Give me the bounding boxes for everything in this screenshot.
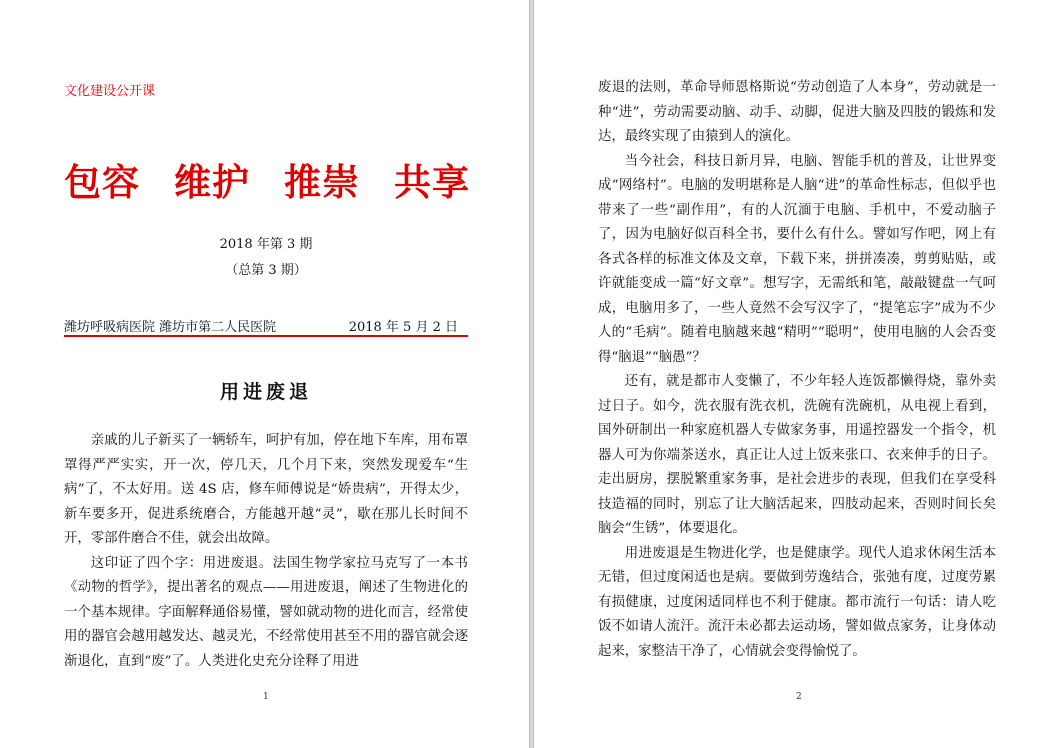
issue-total: （总第 3 期） [225, 263, 307, 278]
headline-word: 共享 [394, 160, 470, 204]
paragraph: 还有，就是都市人变懒了，不少年轻人连饭都懒得烧，靠外卖过日子。如今，洗衣服有洗衣机，洗碗有洗碗机，从电视上看到，国外研制出一种家庭机器人专做家务事，用遥控器发一个指令，机器人可为你端茶送水，真正让人过上饭来张口、衣来伸手的日子。走出厨房，摆脱繁重家务事，是社会进步的表现，但我们在享受科技造福的同时，别忘了让大脑活起来，四肢动起来，否则时间长矣脑会“生锈”，体要退化。 [598, 374, 996, 536]
page-number: 1 [263, 692, 269, 702]
paragraph: 当今社会，科技日新月异，电脑、智能手机的普及，让世界变成“网络村”。电脑的发明堪称是人脑“进”的革命性标志，但似乎也带来了一些“副作用”，有的人沉湎于电脑、手机中，不爱动脑子了，因为电脑好似百科全书，要什么有什么。譬如写作吧，网上有各式各样的标准文体及文章，下载下来，拼拼凑凑，剪剪贴贴，或许就能变成一篇“好文章”。想写字，无需纸和笔，敲敲键盘一气呵成，电脑用多了，一些人竟然不会写汉字了，“提笔忘字”成为不少人的“毛病”。随着电脑越来越“精明”“聪明”，使用电脑的人会否变得“脑退”“脑愚”？ [598, 153, 996, 365]
paragraph-continuation: 废退的法则，革命导师恩格斯说“劳动创造了人本身”，劳动就是一种“进”，劳动需要动脑、动手、动脚，促进大脑及四肢的锻炼和发达，最终实现了由猿到人的演化。 [598, 80, 996, 144]
headline-word: 维护 [174, 160, 250, 204]
issue-number: 2018 年第 3 期 [219, 237, 313, 252]
page-number: 2 [796, 692, 802, 702]
headline [64, 152, 484, 206]
article-title: 用进废退 [219, 381, 312, 403]
paragraph: 亲戚的儿子新买了一辆轿车，呵护有加，停在地下车库，用布罩罩得严严实实，开一次，停几天，几个月下来，突然发现爱车“生病”了，不太好用。送 4S 店，修车师傅说是“娇贵病”，开得太少，新车要多开，促进系统磨合，方能越开越“灵”，歇在那儿长时间不开，零部件磨合不佳，就会出故障。 [64, 433, 468, 546]
document-page-1 [0, 0, 530, 748]
publisher-line [64, 316, 468, 335]
publisher-orgs: 潍坊呼吸病医院 潍坊市第二人民医院 [64, 320, 277, 335]
publish-date: 2018 年 5 月 2 日 [348, 320, 458, 335]
document-page-2 [533, 0, 1061, 748]
series-label: 文化建设公开课 [64, 84, 156, 99]
red-divider [64, 335, 468, 337]
headline-word: 推崇 [284, 160, 360, 204]
article-body-page-1 [64, 429, 468, 674]
article-body-page-2 [598, 76, 996, 664]
headline-word: 包容 [64, 160, 140, 204]
paragraph: 用进废退是生物进化学，也是健康学。现代人追求休闲生活本无错，但过度闲适也是病。要做到劳逸结合，张弛有度，过度劳累有损健康，过度闲适同样也不利于健康。都市流行一句话：请人吃饭不如请人流汗。流汗未必都去运动场，譬如做点家务，让身体动起来，家整洁干净了，心情就会变得愉悦了。 [598, 545, 996, 659]
paragraph: 这印证了四个字：用进废退。法国生物学家拉马克写了一本书《动物的哲学》，提出著名的观点——用进废退，阐述了生物进化的一个基本规律。字面解释通俗易懂，譬如就动物的进化而言，经常使用的器官会越用越发达、越灵光，不经常使用甚至不用的器官就会逐渐退化，直到“废”了。人类进化史充分诠释了用进 [64, 555, 468, 669]
